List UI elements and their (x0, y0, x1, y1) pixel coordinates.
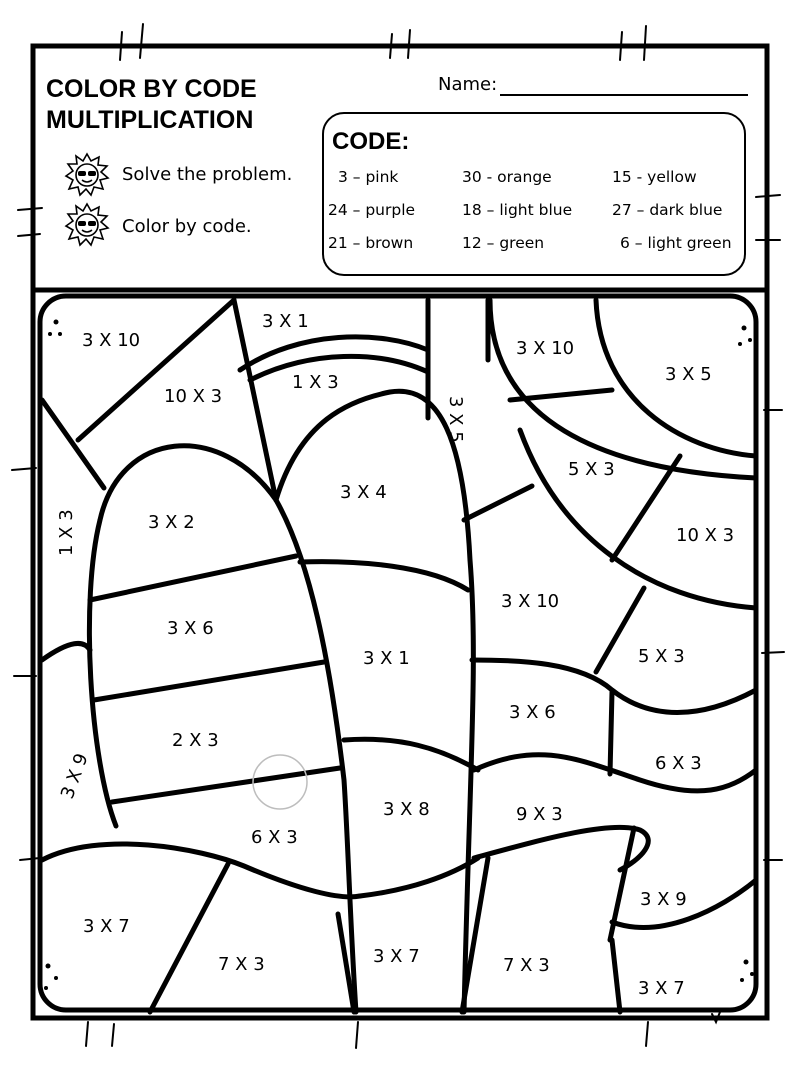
code-item: 18 – light blue (462, 201, 573, 219)
title-line-1: COLOR BY CODE (46, 75, 257, 103)
problem-labels (56, 311, 734, 999)
problem-label: 3 X 8 (383, 799, 430, 820)
code-item: 3 – pink (338, 168, 399, 186)
problem-label: 3 X 1 (262, 311, 309, 332)
problem-label: 3 X 6 (509, 702, 556, 723)
title-line-2: MULTIPLICATION (46, 106, 254, 134)
problem-label: 3 X 6 (167, 618, 214, 639)
problem-label: 2 X 3 (172, 730, 219, 751)
sun-with-sunglasses-icon (64, 152, 110, 198)
problem-label: 3 X 5 (445, 396, 466, 443)
problem-label: 3 X 7 (83, 916, 130, 937)
problem-label: 3 X 9 (56, 750, 93, 802)
instruction-color: Color by code. (122, 216, 252, 237)
problem-label: 5 X 3 (568, 459, 615, 480)
problem-label: 3 X 9 (640, 889, 687, 910)
problem-label: 3 X 7 (638, 978, 685, 999)
problem-label: 5 X 3 (638, 646, 685, 667)
problem-label: 10 X 3 (164, 386, 223, 407)
name-field[interactable] (500, 94, 748, 96)
problem-label: 3 X 2 (148, 512, 195, 533)
problem-label: 6 X 3 (251, 827, 298, 848)
worksheet-title (46, 74, 257, 136)
problem-label: 3 X 7 (373, 946, 420, 967)
problem-label: 7 X 3 (218, 954, 265, 975)
problem-label: 9 X 3 (516, 804, 563, 825)
problem-label: 6 X 3 (655, 753, 702, 774)
code-item: 27 – dark blue (612, 201, 723, 219)
problem-label: 1 X 3 (292, 372, 339, 393)
code-item: 12 – green (462, 234, 545, 252)
problem-label: 3 X 10 (516, 338, 575, 359)
problem-label: 7 X 3 (503, 955, 550, 976)
problem-label: 3 X 10 (501, 591, 560, 612)
code-item: 30 - orange (462, 168, 552, 186)
problem-label: 3 X 10 (82, 330, 141, 351)
code-item: 24 – purple (328, 201, 416, 219)
instruction-solve: Solve the problem. (122, 164, 293, 185)
problem-label: 1 X 3 (56, 509, 77, 556)
problem-label: 10 X 3 (676, 525, 735, 546)
sun-with-sunglasses-icon (64, 202, 110, 248)
problem-label: 3 X 5 (665, 364, 712, 385)
code-item: 21 – brown (328, 234, 414, 252)
code-item: 15 - yellow (612, 168, 697, 186)
problem-label: 3 X 1 (363, 648, 410, 669)
code-title: CODE: (332, 128, 410, 155)
problem-label: 3 X 4 (340, 482, 387, 503)
name-label: Name: (438, 74, 498, 95)
code-item: 6 – light green (620, 234, 732, 252)
